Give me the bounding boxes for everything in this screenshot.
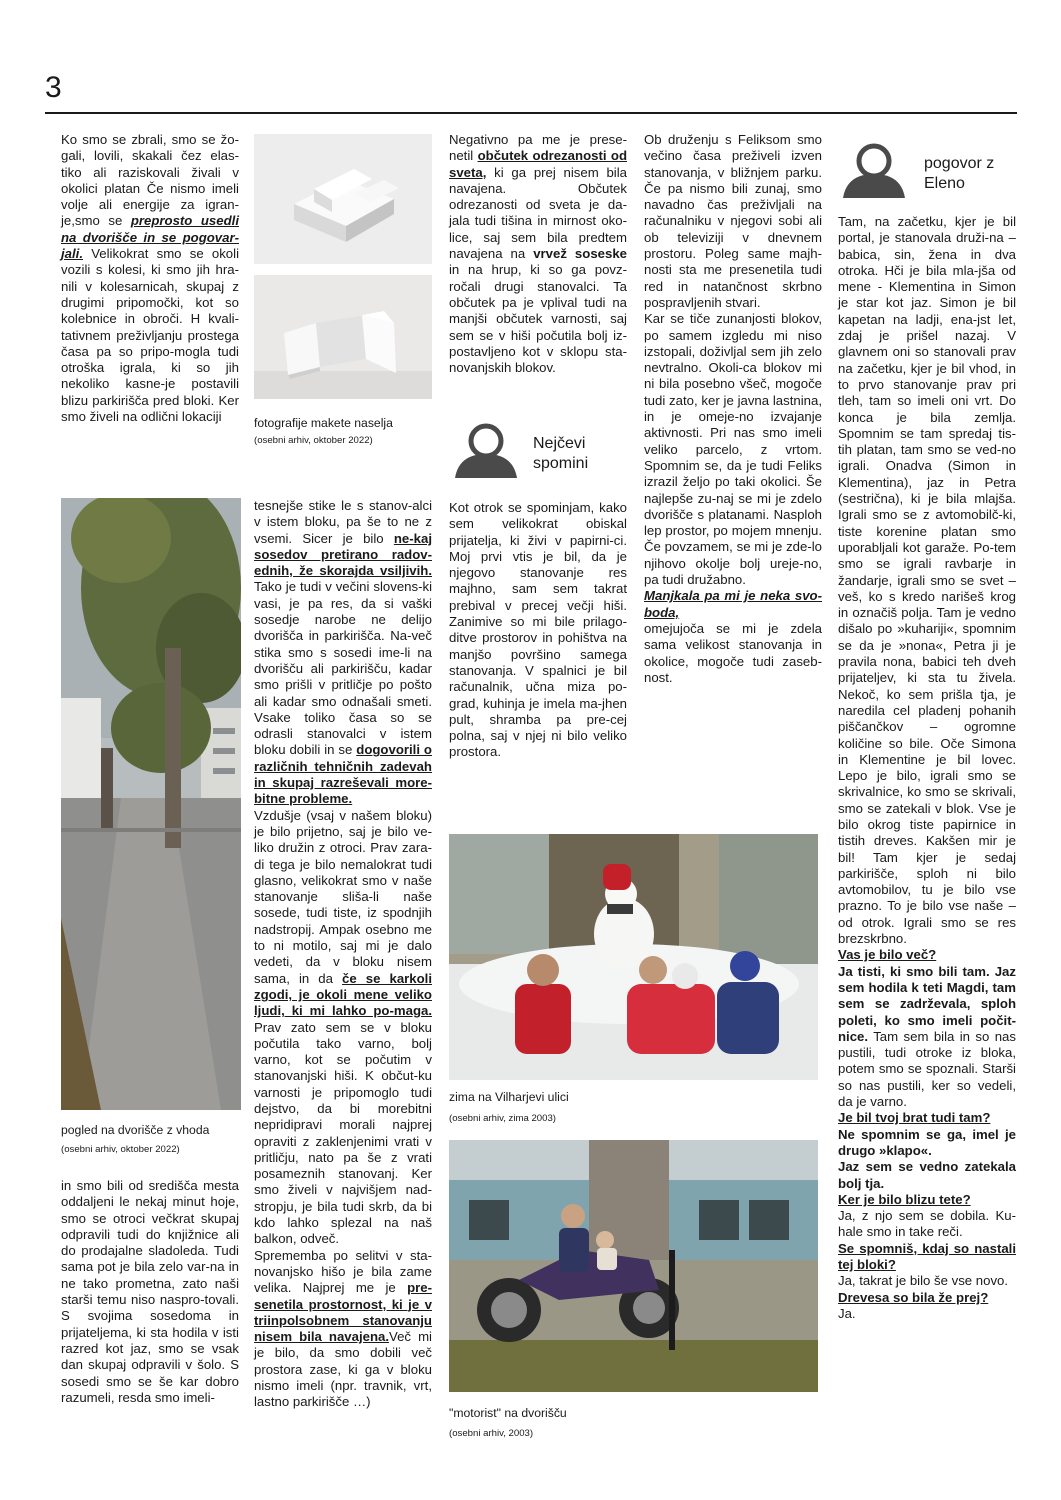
motorist-photo (449, 1140, 818, 1392)
col5-text (838, 214, 1016, 1322)
col1-text-bottom: in smo bili od središča mesta oddaljeni le nekaj minut hoje, smo se otroci večkrat skupaj odpravili tudi do knjižnice ali do prodajalne sladoleda. Tudi sama pot je bila zelo var-na in ne tako prometna, zato naši starši temu niso naspro-tovali. S svojima sosedoma in prijateljema, ki sta hodila v isti razred kot jaz, smo se vsak dan skupaj odpravili v šolo. S sosedi smo se še kar dobro razumeli, resda smo imeli- (61, 1178, 239, 1405)
courtyard-photo (61, 498, 241, 1110)
col3-b1-bold: vrvež soseske (533, 246, 627, 262)
page-number: 3 (45, 71, 62, 104)
col5-answer-5: Ja. (838, 1305, 856, 1321)
caption-zima-source: (osebni arhiv, zima 2003) (449, 1113, 557, 1124)
col3-b1: Negativno pa me je prese-netil (449, 132, 627, 164)
col2-a5: Sprememba po selitvi v sta-novanjsko hišo je bila zame velika. Najprej me je (254, 1247, 432, 1296)
col1-t1-emphasis: preprosto usedli na dvorišče in se pogovar-jali. (61, 213, 239, 262)
col5-question-2: Je bil tvoj brat tudi tam? (838, 1110, 991, 1126)
avatar-icon (449, 420, 523, 478)
heading-pogovor-z-eleno: pogovor z Eleno (924, 155, 995, 192)
col4-c1: Ob druženju s Feliksom smo večino časa preživeli izven stanovanja, v bližnjem parku. Če pa nismo bili zunaj, smo navadno čas preživljali na računalniku v njegovi sobi ali ob televiziji v dnevnem prostoru. Poleg same majh-nosti sta me presenetila tudi red in natančnost skrbno pospravljenih stvari. (644, 132, 822, 310)
col3-b1-tail: ki ga prej nisem bila navajena. Občutek odrezanosti od sveta je da-jala tudi tišina in mirnost oko-lice, saj sem bila predtem navajena na (449, 164, 627, 262)
header-rule (45, 112, 1017, 114)
col5-answer-2: Ne spomnim se ga, imel je drugo »klapo«. (838, 1126, 1016, 1158)
col3-b1-underline: občutek odrezanosti od sveta, (449, 148, 628, 180)
col2-a1-underline: ne-kaj sosedov pretirano radov-ednih, že skorajda vsiljivih. (254, 530, 432, 579)
caption-dvorisce: pogled na dvorišče z vhoda (61, 1123, 210, 1137)
caption-makete: fotografije makete naselja (254, 416, 393, 430)
col3-b1-end: in na hrup, ki so ga povz-ročali drugi stanovalci. Ta občutek pa je vplival tudi na manjši občutek varnosti, saj sem se v hiši počutila bolj iz-postavljeno kot v sklopu sta-novanjskih blokov. (449, 262, 627, 376)
col5-answer-3: Ja, z njo sem se dobila. Ku-hale smo in take reči. (838, 1208, 1016, 1240)
col2-a4: Prav zato sem se v bloku počutila tako varno, bolj varno, kot se počutim v stanovanjski hiši. K občut-ku varnosti je pripomoglo tudi dejstvo, da bi morebitni nepridipravi morali najprej opraviti z zaklenjenimi vrati v pritličju, nato pa še z vrati posameznih stanovanj. Ker smo živeli v najvišjem nad-stropju, je bila tudi skrb, da bi kdo lahko splezal na naš balkon, odveč. (254, 1019, 432, 1247)
col2-a3: Vzdušje (vsaj v našem bloku) je bilo prijetno, saj je bilo ve-liko družin z otroci. Prav zara-di tega je bilo nemalokrat tudi glasno, velikokrat smo v naše stanovanje sliša-li naše sosede, tudi tiste, iz spodnjih nadstropij. Ampak osebno me to ni motilo, saj mi je dalo vedeti, da v bloku nisem sama, in da (254, 807, 432, 986)
col5-answer-4: Ja, takrat je bilo še vse novo. (838, 1273, 1009, 1289)
col5-d1: Tam, na začetku, kjer je bil portal, je stanovala druži-na – babica, sin, žena in dva otroka. Hči je bila mla-jša od mene - Klementina in Simon je star kot jaz. Simon je bil kapetan na ladji, ena-jst let, zdaj je prišel nazaj. V glavnem oni so stanovali prav na začetku, kjer je bil vhod, in to prvo stanovanje prav pri tleh, tam so imeli oni vrt. Do konca je bila zemlja. Spomnim se tam spredaj tis-tih platan, tam smo se ved-no igrali. Onadva (Simon in Klementina), jaz in Petra (sestrična), ki je bila mlajša. Igrali smo se z avtomobilč-ki, tiste korenine platan smo uporabljali kot garaže. Po-tem smo se igrali ravbarje in žandarje, igrali smo se svet – veš, ko s kredo narišeš krog in označiš polja. Tam je vedno dišalo po »kuhariji«, spomnim se da je »nona«, Petra ji je pravila nona, babici teh dveh prijateljev, ki sta tu živela. Nekoč, ko sem prišla tja, je naredila cel pladenj pohanih piščančkov – ogromne količine so bile. Oče Simona in Klementine je bil lovec. Lepo je bilo, igrali smo se skrivalnice, ko smo se skrivali, smo se zatekali v blok. Vse je bilo okrog tiste papirnice in tistih dreves. Kakšen mir je bil! Tam kjer je sedaj parkirišče, sploh ni bilo avtomobilov, tu je bilo vse prazno. To je bilo vse naše – od otrok. Igrali smo se res brezskrbno. (838, 214, 1016, 947)
col5-answer-1-bold: Ja tisti, ki smo bili tam. Jaz sem hodila k teti Magdi, tam sem se zadrževala, sploh poleti, ko smo imeli počit-nice. (838, 963, 1016, 1044)
col4-c3-emphasis: Manjkala pa mi je neka svo-boda, (644, 588, 822, 620)
col1-t1-tail: Velikokrat smo se okoli vozili s kolesi, ki smo jih hra-nili v kolesarnicah, skupaj z drugimi pripomočki, kot so kolebnice in obroči. H kvali-tativnem preživljanju prostega časa pa so pripo-mogla tudi otroška igrala, ki so jih nekoliko kasne-je postavili blizu parkirišča pred bloki. Ker smo živeli na odlični lokaciji (61, 246, 239, 425)
col5-question-3: Ker je bilo blizu tete? (838, 1191, 971, 1207)
col4-c3: omejujoča se mi je zdela sama velikost stanovanja in okolice, mogoče tudi zaseb-nost. (644, 620, 822, 685)
caption-motorist-source: (osebni arhiv, 2003) (449, 1428, 534, 1439)
model-photo-1 (254, 134, 432, 264)
caption-dvorisce-source: (osebni arhiv, oktober 2022) (61, 1144, 180, 1155)
col2-a5-underline: pre-senetila prostornost, ki je v triinpolsobnem stanovanju nisem bila navajena. (254, 1280, 432, 1345)
col2-text (254, 498, 432, 1411)
col1-t1: Ko smo se zbrali, smo se žo-gali, lovili, skakali čez elas-tiko ali raziskovali živali v okolici platan Če nismo imeli volje ali energije za igran-je,smo se (61, 132, 239, 229)
col4-text (644, 132, 822, 686)
col2-a3-underline: če se karkoli zgodi, je okoli mene veliko ljudi, ki mi lahko po-maga. (254, 970, 433, 1019)
col4-c2: Kar se tiče zunanjosti blokov, po samem izgledu mi niso izstopali, doživljal sem jih zelo nevtralno. Okoli-ca blokov mi ni bila posebno všeč, mogoče tudi zato, ker je javna lastnina, in je omeje-no izvajanje aktivnosti. Pri nas smo imeli veliko parcelo, z vrtom. Spomnim se, da je tudi Feliks izrazil željo po taki okolici. Še najlepše zu-naj se mi je zdelo dvorišče s platanami. Nasploh lep prostor, po mojem mnenju. Če povzamem, se mi je zde-lo njihovo okolje bolj ureje-no, pa tudi družabno. (644, 311, 822, 588)
col2-a1: tesnejše stike le s stanov-alci v istem bloku, pa še to ne z vsemi. Sicer je bilo (254, 498, 432, 546)
col5-question-5: Drevesa so bila že prej? (838, 1289, 989, 1305)
col1-text-top (61, 132, 239, 425)
col2-a2-underline: dogovorili o različnih tehničnih zadevah in skupaj razreševali more-bitne probleme. (254, 742, 432, 807)
heading-nejcevi-spomini: Nejčevi spomini (533, 435, 589, 472)
caption-motorist: "motorist" na dvorišču (449, 1406, 567, 1420)
caption-makete-source: (osebni arhiv, oktober 2022) (254, 435, 373, 446)
col5-answer-2b: Jaz sem se vedno zatekala bolj tja. (838, 1159, 1016, 1191)
caption-zima: zima na Vilharjevi ulici (449, 1090, 569, 1104)
winter-photo (449, 834, 818, 1080)
col3-text-bottom: Kot otrok se spominjam, kako sem velikokrat obiskal prijatelja, ki živi v papirni-ci. Moj prvi vtis je bil, da je njegovo stanovanje res majhno, sam sem takrat prebival v precej večji hiši. Zanimive so mi bile prilago-ditve prostorov in pohištva na manjšo površino samega stanovanja. V spalnici je bil računalnik, učna miza po-grad, kuhinja je imela ma-jhen pult, shramba pa pre-cej polna, saj v njej ni bilo veliko prostora. (449, 500, 627, 760)
model-photo-2 (254, 275, 432, 399)
col2-a6: Več mi je bilo, da smo dobili več prostora zase, ki ga v bloku nismo imeli (npr. travnik, vrt, lastno parkirišče …) (254, 1329, 432, 1410)
col5-answer-1-tail: Tam sem bila in so nas pustili, tudi otroke iz bloka, potem smo se spoznali. Starši so nas pustili, ker so vedeli, da je varno. (838, 1028, 1016, 1110)
col2-a2: Tako je tudi v večini slovens-ki vasi, je pa res, da si vaški sosedje narobe ne delijo dvorišča in parkirišča. Na-več stika smo s sosedi ime-li na dvorišču ali parkirišču, kadar smo prišli v pritličje po pošto ali kadar smo odnašali smeti. Vsake toliko časa so se odrasli stanovalci v istem bloku dobili in se (254, 579, 432, 758)
col3-text-top (449, 132, 627, 376)
col5-question-4: Se spomniš, kdaj so nastali tej bloki? (838, 1240, 1016, 1272)
avatar-icon (837, 140, 911, 198)
col5-question-1: Vas je bilo več? (838, 947, 937, 963)
